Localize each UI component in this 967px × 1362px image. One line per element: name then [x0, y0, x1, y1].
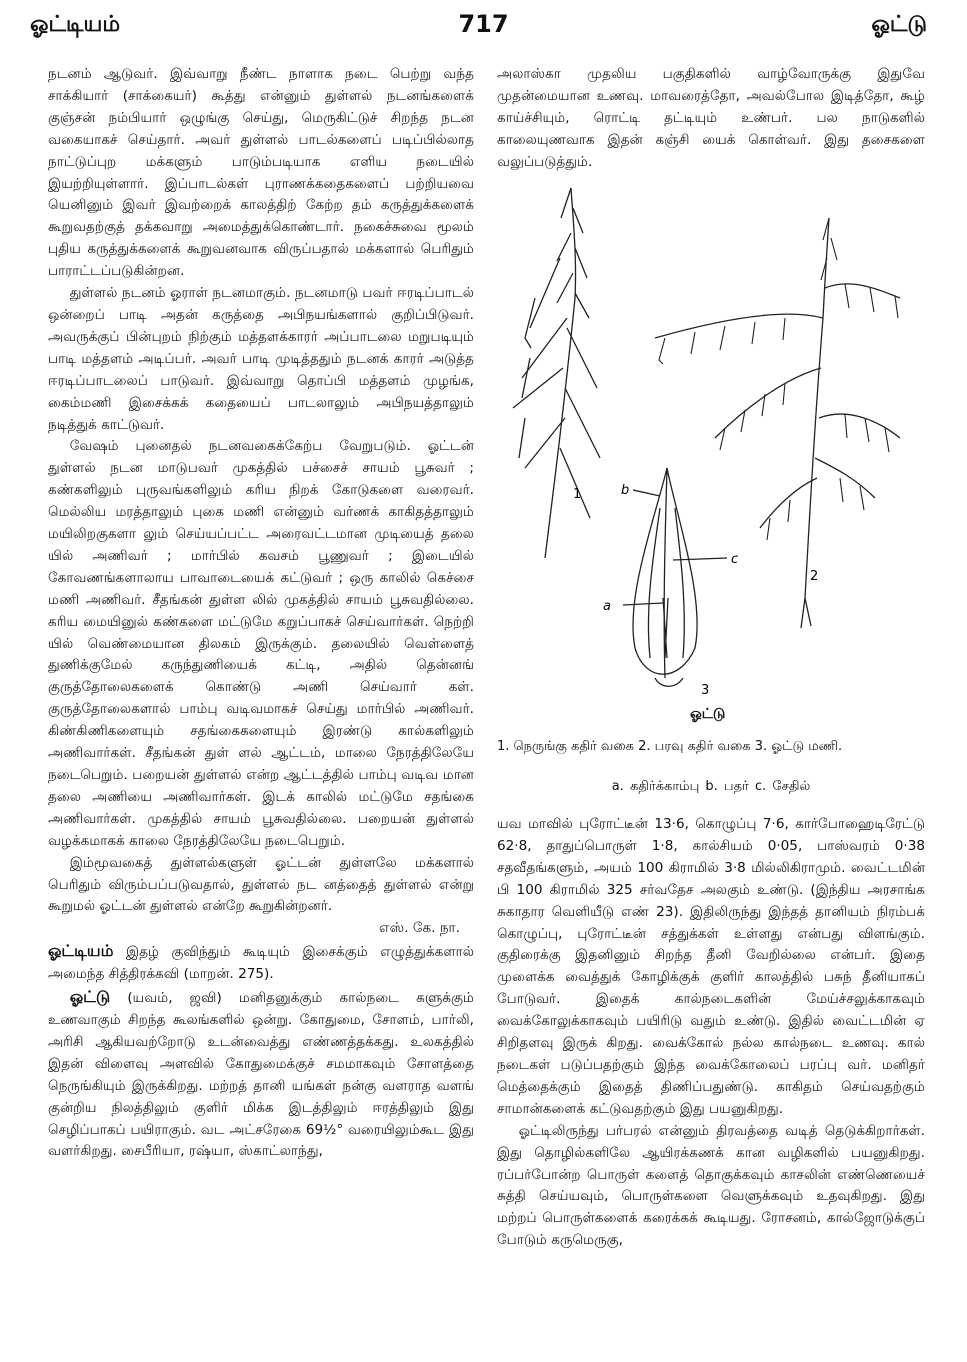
- figure-label: 3: [701, 683, 710, 698]
- figure-title: ஓட்டு: [690, 706, 726, 722]
- entry-text: இதழ் குவிந்தும் கூடியும் இசைக்கும் எழுத்துக்களால் அமைந்த சித்திரக்கவி (மாறன். 275).: [48, 944, 474, 983]
- page-number: 717: [458, 10, 509, 38]
- figure-label: 1: [573, 487, 582, 502]
- figure-label: a: [603, 599, 611, 614]
- paragraph: வேஷம் புனைதல் நடனவகைக்கேற்ப வேறுபடும். ஓட்டன் துள்ளல் நடன மாடுபவர் முகத்தில் பச்சைச் சாயம் பூசுவர் ; கண்களிலும் புருவங்களிலும் கரிய நிறக் கோடுகளை வரைவர். மெல்லிய மரத்தாலும் புகை மணி என்னும் வர்ணக் காகிதத்தாலும் மயிலிறகுகளா லும் செய்யப்பட்ட அரைவட்டமான முடியைத் தலை யில் அணிவர் ; மார்பில் கவசம் பூணுவர் ; இடையில் கோவணங்களாலாய பாவாடையைக் கட்டுவர் ; ஒரு காலில் கெச்சை மணி அணிவர். சீதங்கன் துள்ள லில் முகத்தில் சாயம் பூசுவதில்லை. கரிய மையினுல் கண்களை மட்டுமே கறுப்பாகச் செய்வார்கள். நெற்றி யில் வெண்மையான திலகம் இருக்கும். தலையில் வெள்ளைத் துணிக்குமேல் கருந்துணியைக் கட்டி, அதில் தென்னங் குருத்தோலைகளைக் கொண்டு அணி செய்வார் கள். குருத்தோலைகளால் பாம்பு வடிவமாகச் செய்து மார்பில் அணிவர். கிண்கிணிகளையும் சதங்கைகளையும் இரண்டு கால்களிலும் அணிவார்கள். சீதங்கன் துள் ளல் ஆட்டம், மாலை நேரத்திலேயே நடைபெறும். பறையன் துள்ளல் என்ற ஆட்டத்தில் பாம்பு வடிவ மான தலை அணியை அணிவார்கள். இடக் காலில் மட்டுமே சதங்கை அணிவார்கள். முகத்தில் சாயம் பூசுவதில்லை. பறையன் துள்ளல் வழக்கமாகக் காலை நேரத்திலேயே நடைபெறும்.: [48, 438, 474, 849]
- paragraph: துள்ளல் நடனம் ஓராள் நடனமாகும். நடனமாடு பவர் ஈரடிப்பாடல் ஒன்றைப் பாடி அதன் கருத்தை அபிநயங்களால் குறிப்பிடுவர். அவருக்குப் பின்புறம் நிற்கும் மத்தளக்காரர் அப்பாடலை மறுபடியும் பாடி மத்தளம் அடிப்பர். அவர் பாடி முடித்ததும் நடனக் காரர் அடுத்த ஈரடிப்பாடலைப் பாடுவர். இவ்வாறு தொப்பி மத்தளம் முழங்க, கைம்மணி இசைக்கக் கதையைப் பாடலாலும் அபிநயத்தாலும் நடித்துக் காட்டுவர்.: [48, 285, 474, 433]
- running-head-left: ஓட்டியம்: [30, 12, 121, 37]
- figure-label: 2: [810, 569, 819, 584]
- entry-title: ஓட்டியம்: [48, 941, 114, 961]
- figure-label: b: [621, 483, 630, 498]
- entry-ottu: [48, 986, 474, 1163]
- oat-illustration: [505, 178, 925, 738]
- figure-caption: 1. நெருங்கு கதிர் வகை 2. பரவு கதிர் வகை 3. ஓட்டு மணி.: [497, 739, 843, 754]
- right-column-top: [497, 64, 925, 174]
- figure-legend: a. கதிர்க்காம்பு b. பதர் c. சேதில்: [611, 779, 811, 794]
- paragraph: நடனம் ஆடுவர். இவ்வாறு நீண்ட நாளாக நடை பெற்று வந்த சாக்கியார் (சாக்கையர்) கூத்து என்னும் துள்ளல் நடனங்களைக் குஞ்சன் நம்பியார் ஒழுங்கு செய்து, மெருகிட்டுச் சிறந்த நடன வகையாகச் செய்தார். அவர் துள்ளல் பாடல்களைப் படிப்பில்லாத நாட்டுப்புற மக்களும் பாடும்படியாக எளிய நடையில் இயற்றியுள்ளார். இப்பாடல்கள் புராணக்கதைகளைப் பற்றியவை யெனினும் இவர் இவற்றைக் காலத்திற் கேற்ற தம் கருத்துக்களைக் கூறுவதற்குத் தக்கவாறு அமைத்துக்கொண்டார். நகைச்சுவை மூலம் புதிய கருத்துக்களைக் கூறுவனவாக விருப்பதால் மக்களால் பெரிதும் பாராட்டப்படுகின்றன.: [48, 66, 474, 280]
- left-column: [48, 64, 474, 1163]
- paragraph: யவ மாவில் புரோட்டீன் 13·6, கொழுப்பு 7·6, கார்போஹைடிரேட்டு 62·8, தாதுப்பொருள் 1·8, கால்சியம் 0·05, பாஸ்வரம் 0·38 சதவீதங்களும், அயம் 100 கிராமில் 3·8 மில்லிகிராமும். வைட்டமின் பி 100 கிராமில் 325 சர்வதேச அலகும் உண்டு. (இந்திய அரசாங்க சுகாதார வெளியீடு எண் 23). இதிலிருந்து இந்தத் தானியம் நிரம்பக் கொழுப்பு, புரோட்டீன் சத்துக்கள் உள்ளது என்பது விளங்கும். குதிரைக்கு இதனினும் சிறந்த தீனி வேறில்லை என்பர். இதை முளைக்க வைத்துக் கோழிக்குக் குளிர் காலத்தில் பசுந் தீனியாகப் போடுவர். இதைக் கால்நடைகளின் மேய்ச்சலுக்காகவும் வைக்கோலுக்காகவும் பயிரிடு வதும் உண்டு. இதில் வைட்டமின் ஏ சிறிதளவு இருக் கிறது. வைக்கோல் நல்ல கால்நடை உணவு. கால் நடைகள் படுப்பதற்கும் இந்த வைக்கோலைப் பரப்பு வர். மனிதர் மெத்தைக்கும் இதைத் திணிப்பதுண்டு. காகிதம் செய்வதற்கும் சாமான்களைக் கட்டுவதற்கும் இது பயனுகிறது.: [497, 816, 925, 1117]
- paragraph: அலாஸ்கா முதலிய பகுதிகளில் வாழ்வோருக்கு இதுவே முதன்மையான உணவு. மாவரைத்தோ, அவல்போல இடித்தோ, கூழ் காய்ச்சியும், ரொட்டி தட்டியும் உண்பர். பல நாடுகளில் காலையுணவாக இதன் கஞ்சி யைக் கொள்வர். இது தசைகளை வலுப்படுத்தும்.: [497, 66, 925, 170]
- entry-title: ஓட்டு: [69, 987, 111, 1007]
- running-head-right: ஓட்டு: [871, 12, 927, 37]
- entry-otiyam: [48, 940, 474, 986]
- entry-text: (யவம், ஜவி) மனிதனுக்கும் கால்நடை களுக்கும் உணவாகும் சிறந்த கூலங்களில் ஒன்று. கோதுமை, சோளம், பார்லி, அரிசி ஆகியவற்றோடு உடன்வைத்து எண்ணத்தக்கது. உலகத்தில் இதன் விளைவு அளவில் கோதுமைக்குச் சமமாகவும் சோளத்தை நெருங்கியும் இருக்கிறது. மற்றத் தானி யங்கள் நன்கு வளராத வளங் குன்றிய நிலத்திலும் குளிர் மிக்க இடத்திலும் ஈரத்திலும் இது செழிப்பாகப் பயிராகும். வட அட்சரேகை 69½° வரையிலும்கூட இது வளர்கிறது. சைபீரியா, ரஷ்யா, ஸ்காட்லாந்து,: [48, 990, 474, 1160]
- right-column-bottom: [497, 814, 925, 1252]
- figure-label: c: [731, 552, 739, 567]
- author-signature: எஸ். கே. நா.: [379, 920, 460, 937]
- paragraph: ஓட்டிலிருந்து பர்பரல் என்னும் திரவத்தை வடித் தெடுக்கிறார்கள். இது தொழில்களிலே ஆயிரக்கணக் கான வழிகளில் பயனுகிறது. ரப்பர்போன்ற பொருள் களைத் தொகுக்கவும் காசலின் எண்ணெயைச் சுத்தி செய்யவும், பொருள்களை வெளுக்கவும் உதவுகிறது. இது மற்றப் பொருள்களைக் கரைக்கக் கூடியது. ரோசனம், கால்ஜோடுக்குப் போடும் கருமெருகு,: [497, 1122, 925, 1249]
- paragraph: இம்மூவகைத் துள்ளல்களுள் ஓட்டன் துள்ளலே மக்களால் பெரிதும் விரும்பப்படுவதால், துள்ளல் நட னத்தைத் துள்ளல் என்று கூறுமல் ஓட்டன் துள்ளல் என்றே கூறுகின்றனர்.: [48, 854, 474, 915]
- oat-plant-drawing: [505, 178, 925, 738]
